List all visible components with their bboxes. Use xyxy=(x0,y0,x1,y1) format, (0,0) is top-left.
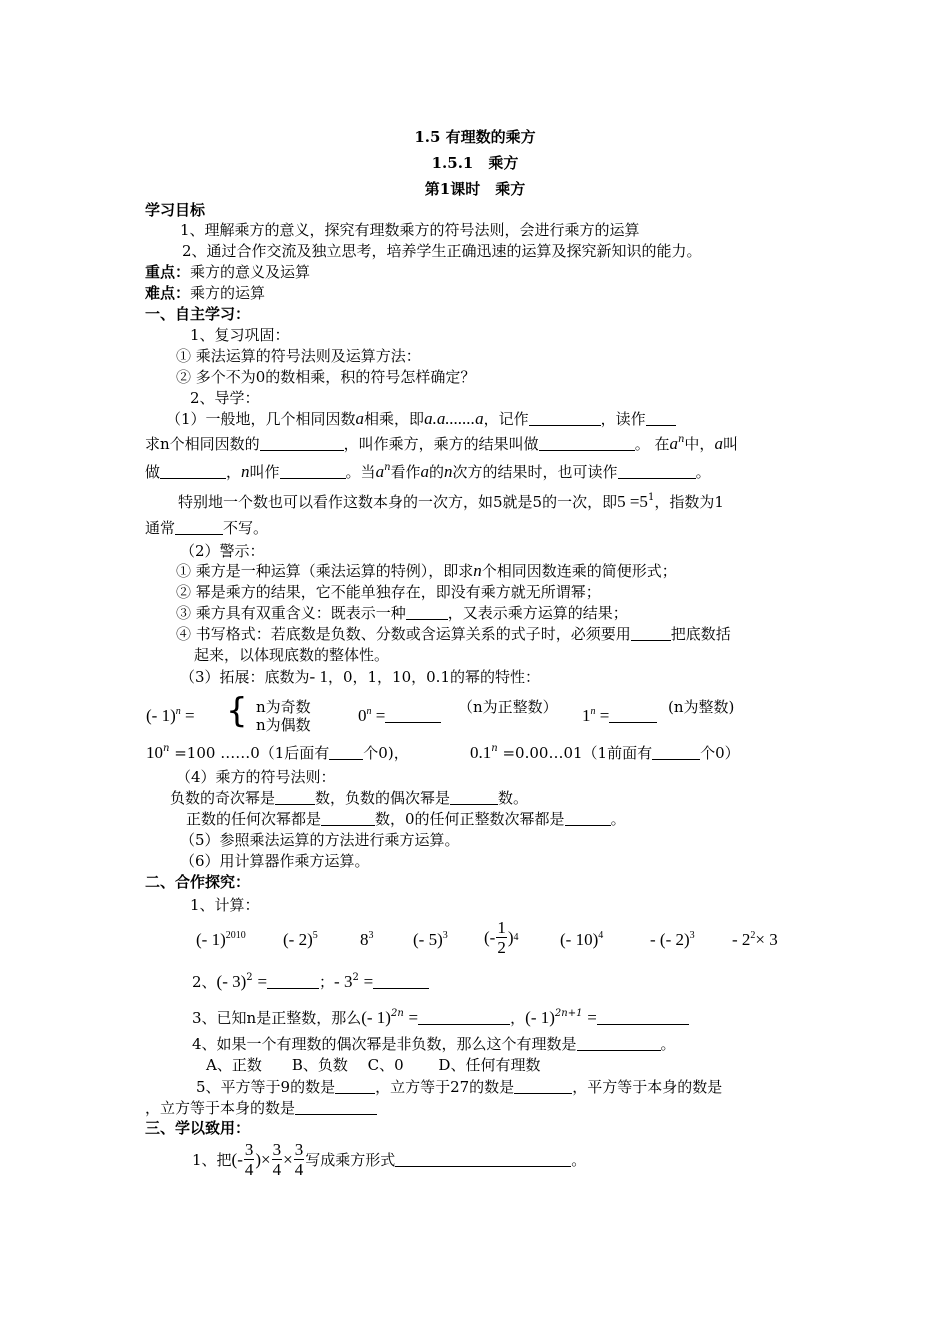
text: 看作 xyxy=(390,463,421,481)
numerator: 3 xyxy=(272,1140,282,1159)
blank[interactable] xyxy=(275,790,315,805)
text: 特别地一个数也可以看作这数本身的一次方，如5就是5的一次，即 xyxy=(178,493,618,511)
blank[interactable] xyxy=(395,1152,571,1167)
focus-text: 乘方的意义及运算 xyxy=(190,263,311,281)
guide-line-2 xyxy=(145,434,738,454)
blank[interactable] xyxy=(335,1079,375,1094)
difficulty-label: 难点： xyxy=(145,284,191,302)
fraction xyxy=(272,1140,283,1179)
question-5-cont xyxy=(145,1098,377,1118)
text: 数，0的任何正整数次幂都是 xyxy=(375,810,565,828)
expr-2 xyxy=(283,930,318,950)
positive-int-note: （n为正整数） xyxy=(458,698,558,716)
math-neg-one: - 1 xyxy=(309,667,328,686)
math-times: × xyxy=(283,1149,293,1169)
review-item-2: ② 多个不为0的数相乘，积的符号怎样确定？ xyxy=(176,368,476,386)
text: ，0，1，10，0.1的幂的特性： xyxy=(327,668,540,686)
text: （1后面有 xyxy=(259,744,330,762)
text: 个相同因数连乘的简便形式； xyxy=(481,562,677,580)
text: ③ 乘方具有双重含义：既表示一种 xyxy=(176,604,406,622)
text: 次方的结果时，也可读作 xyxy=(452,463,618,481)
text: （1前面有 xyxy=(582,744,653,762)
warning-item-2: ② 幂是乘方的结果，它不能单独存在，即没有乘方就无所谓幂； xyxy=(176,583,601,601)
goal-item-2: 2、通过合作交流及独立思考，培养学生正确迅速的运算及探究新知识的能力。 xyxy=(182,242,702,260)
math-a: a xyxy=(714,434,723,453)
blank[interactable] xyxy=(450,790,498,805)
step-6: （6）用计算器作乘方运算。 xyxy=(180,852,370,870)
text: ， xyxy=(226,463,242,481)
review-item-1: ① 乘法运算的符号法则及运算方法： xyxy=(176,347,421,365)
text: 。 xyxy=(660,1035,676,1053)
fraction xyxy=(496,918,507,957)
math-exponent: 2010 xyxy=(225,930,246,941)
math-a: a xyxy=(355,409,365,428)
text: 2、 xyxy=(192,973,217,991)
section-title: 1.5.1 乘方 xyxy=(431,154,519,172)
text: 数，负数的偶次幂是 xyxy=(315,789,451,807)
math-exponent: n xyxy=(384,462,391,473)
blank[interactable] xyxy=(529,411,601,426)
review-heading: 1、复习巩固： xyxy=(190,326,290,344)
blank[interactable] xyxy=(539,436,635,451)
text: 负数的奇次幂是 xyxy=(170,789,276,807)
text: 。 xyxy=(695,463,711,481)
math-exponent: 5 xyxy=(312,930,318,941)
math-n: n xyxy=(444,462,453,481)
text: 个0)， xyxy=(363,744,409,762)
math-exponent: 2 xyxy=(352,972,359,983)
text: ，读作 xyxy=(600,410,646,428)
blank[interactable] xyxy=(577,1036,661,1051)
math-exponent: n xyxy=(163,743,170,754)
math-base: (- 5) xyxy=(413,930,443,949)
fraction xyxy=(244,1140,255,1179)
math-eq: = xyxy=(184,706,195,725)
math-exponent: 3 xyxy=(368,930,374,941)
math-base: 0.1 xyxy=(470,743,492,762)
math-n: n xyxy=(473,561,482,580)
part3-question-1 xyxy=(192,1140,586,1179)
math-base: 10 xyxy=(146,743,163,762)
numerator: 3 xyxy=(294,1140,304,1159)
text: 数。 xyxy=(498,789,529,807)
blank[interactable] xyxy=(418,1010,510,1025)
math-a: a xyxy=(420,462,430,481)
focus-line xyxy=(145,262,310,282)
expr-6 xyxy=(560,930,603,950)
text: 做 xyxy=(145,463,161,481)
math-exponent: 2n+1 xyxy=(554,1008,583,1019)
text: ④ 书写格式：若底数是负数、分数或含运算关系的式子时，必须要用 xyxy=(176,625,631,643)
blank[interactable] xyxy=(267,974,319,989)
fraction xyxy=(294,1140,305,1179)
sign-rule-1 xyxy=(170,788,528,808)
math-five: 5 =5 xyxy=(617,492,648,511)
text: ，平方等于本身的数是 xyxy=(572,1078,723,1096)
denominator: 2 xyxy=(497,938,506,957)
tenth-power xyxy=(470,743,740,763)
blank[interactable] xyxy=(406,605,448,620)
math-exponent: 2n xyxy=(390,1008,404,1019)
math-base: - 3 xyxy=(334,972,353,991)
text: 中， xyxy=(684,435,715,453)
page-title: 1.5 有理数的乘方 xyxy=(414,128,536,146)
text: ，立方等于本身的数是 xyxy=(145,1099,296,1117)
text: 。 在 xyxy=(634,435,670,453)
math-exponent: 4 xyxy=(598,930,604,941)
text: （3）拓展：底数为 xyxy=(180,668,310,686)
special-line-1 xyxy=(178,492,724,512)
extension-heading xyxy=(180,667,540,687)
math-eq: = xyxy=(375,706,386,725)
question-4 xyxy=(192,1034,676,1054)
math-base: 1 xyxy=(582,706,591,725)
blank[interactable] xyxy=(565,811,611,826)
odd-case: n为奇数 xyxy=(256,698,311,716)
guide-heading: 2、导学： xyxy=(190,389,260,407)
math-eq: = xyxy=(363,972,374,991)
text: 3、已知n是正整数，那么 xyxy=(192,1009,362,1027)
numerator: 3 xyxy=(244,1140,254,1159)
one-power xyxy=(582,706,657,726)
text: 相乘，即 xyxy=(364,410,425,428)
math-paren: (- xyxy=(484,927,496,947)
math-base: - 2 xyxy=(732,930,751,949)
lesson-title: 第1课时 乘方 xyxy=(424,180,526,198)
text: 1、把 xyxy=(192,1151,232,1169)
math-n: n xyxy=(241,462,250,481)
math-a: a xyxy=(375,462,385,481)
math-base: 8 xyxy=(360,930,369,949)
text: 4、如果一个有理数的偶次幂是非负数，那么这个有理数是 xyxy=(192,1035,577,1053)
part3-heading: 三、学以致用： xyxy=(145,1119,251,1137)
math-exponent: n xyxy=(366,706,372,717)
blank[interactable] xyxy=(260,436,344,451)
guide-line-1 xyxy=(166,409,676,429)
neg-one-power xyxy=(146,706,195,726)
expr-1 xyxy=(196,930,246,950)
text: ，记作 xyxy=(483,410,529,428)
blank[interactable] xyxy=(514,1079,572,1094)
question-1-label: 1、计算： xyxy=(190,896,260,914)
text: ，又表示乘方运算的结果； xyxy=(447,604,628,622)
text: 正数的任何次幂都是 xyxy=(186,810,322,828)
brace-icon: { xyxy=(226,691,248,731)
warning-item-4 xyxy=(176,624,731,644)
math-base: (- 1) xyxy=(146,706,176,725)
guide-line-3 xyxy=(145,462,711,482)
special-line-2 xyxy=(145,518,268,538)
text: 叫 xyxy=(722,435,738,453)
warning-item-3 xyxy=(176,603,628,623)
denominator: 4 xyxy=(272,1160,282,1179)
blank[interactable] xyxy=(609,708,657,723)
math-exponent: n xyxy=(175,706,181,717)
math-times: × xyxy=(261,1149,271,1169)
math-exponent: 1 xyxy=(647,492,655,503)
math-exponent: 2 xyxy=(750,930,756,941)
expr-7 xyxy=(650,930,695,950)
difficulty-line xyxy=(145,283,265,303)
ten-power xyxy=(146,743,409,763)
warning-item-1 xyxy=(176,561,677,581)
math-exponent: 3 xyxy=(442,930,448,941)
text: 通常 xyxy=(145,519,176,537)
math-a: a xyxy=(669,434,678,453)
text: =0.00…01 xyxy=(502,744,583,762)
math-base: (- 1) xyxy=(525,1008,555,1027)
blank[interactable] xyxy=(321,811,375,826)
blank[interactable] xyxy=(295,1100,377,1115)
goal-item-1: 1、理解乘方的意义，探究有理数乘方的符号法则，会进行乘方的运算 xyxy=(180,221,640,239)
goals-heading: 学习目标 xyxy=(145,201,206,219)
math-paren: ) xyxy=(507,927,514,947)
part1-heading: 一、自主学习： xyxy=(145,305,251,323)
text: ，叫作乘方，乘方的结果叫做 xyxy=(343,435,539,453)
expr-4 xyxy=(413,930,448,950)
numerator: 1 xyxy=(497,918,506,937)
math-base: 0 xyxy=(358,706,367,725)
math-eq: = xyxy=(587,1008,597,1027)
math-eq: = xyxy=(599,706,610,725)
text: 把底数括 xyxy=(670,625,731,643)
denominator: 4 xyxy=(294,1160,304,1179)
math-base: (- 10) xyxy=(560,930,599,949)
math-base: (- 1) xyxy=(361,1008,391,1027)
math-exponent: n xyxy=(590,706,596,717)
text: ， xyxy=(510,1009,526,1027)
math-base: - (- 2) xyxy=(650,930,690,949)
question-5 xyxy=(196,1077,722,1097)
math-exponent: 2 xyxy=(246,972,253,983)
math-base: (- 2) xyxy=(283,930,313,949)
math-times: × 3 xyxy=(755,930,778,949)
expr-3 xyxy=(360,930,374,950)
text: 。当 xyxy=(345,463,376,481)
text: 写成乘方形式 xyxy=(305,1151,396,1169)
math-exponent: n xyxy=(491,743,498,754)
text: ，立方等于27的数是 xyxy=(375,1078,515,1096)
text: 5、平方等于9的数是 xyxy=(196,1078,336,1096)
math-base: (- 3) xyxy=(216,972,247,991)
difficulty-text: 乘方的运算 xyxy=(190,284,266,302)
text: ； xyxy=(319,973,335,991)
blank[interactable] xyxy=(385,708,441,723)
text: =100 ……0 xyxy=(174,744,260,762)
blank[interactable] xyxy=(652,745,700,760)
focus-label: 重点： xyxy=(145,263,191,281)
expr-5: (- $\frac{1}{2}$ ) 4 xyxy=(484,918,519,957)
part2-heading: 二、合作探究： xyxy=(145,873,251,891)
blank[interactable] xyxy=(646,411,676,426)
text: ① 乘方是一种运算（乘法运算的特例），即求 xyxy=(176,562,474,580)
math-paren: (- xyxy=(231,1149,243,1169)
zero-power xyxy=(358,706,441,726)
question-3 xyxy=(192,1008,689,1028)
math-eq: = xyxy=(408,1008,419,1027)
sign-rule-heading: （4）乘方的符号法则： xyxy=(176,768,336,786)
text: ，指数为1 xyxy=(654,493,724,511)
warning-heading: （2）警示： xyxy=(180,542,265,560)
question-2 xyxy=(192,972,429,992)
blank[interactable] xyxy=(373,974,429,989)
blank[interactable] xyxy=(160,464,226,479)
integer-note: (n为整数) xyxy=(668,698,735,716)
text: 叫作 xyxy=(249,463,280,481)
math-paren: ) xyxy=(255,1149,262,1169)
blank[interactable] xyxy=(329,745,363,760)
math-exponent: n xyxy=(677,434,685,445)
blank[interactable] xyxy=(175,520,223,535)
question-4-options: A、正数 B、负数 C、0 D、任何有理数 xyxy=(206,1056,541,1074)
text: 。 xyxy=(571,1151,587,1169)
text: 的 xyxy=(429,463,445,481)
text: 个0） xyxy=(700,744,740,762)
blank[interactable] xyxy=(280,464,346,479)
blank[interactable] xyxy=(618,464,696,479)
warning-item-4-cont: 起来，以体现底数的整体性。 xyxy=(194,646,390,664)
text: 求n个相同因数的 xyxy=(145,435,260,453)
even-case: n为偶数 xyxy=(256,716,311,734)
math-eq: = xyxy=(257,972,268,991)
math-exponent: 3 xyxy=(689,930,695,941)
text: （1）一般地，几个相同因数 xyxy=(166,410,356,428)
math-base: (- 1) xyxy=(196,930,226,949)
step-5: （5）参照乘法运算的方法进行乘方运算。 xyxy=(180,831,460,849)
math-product: a.a.......a xyxy=(424,409,484,428)
denominator: 4 xyxy=(244,1160,254,1179)
text: 不写。 xyxy=(223,519,269,537)
blank[interactable] xyxy=(631,626,671,641)
expr-8 xyxy=(732,930,778,950)
blank[interactable] xyxy=(597,1010,689,1025)
text: 。 xyxy=(610,810,626,828)
sign-rule-2 xyxy=(186,809,626,829)
